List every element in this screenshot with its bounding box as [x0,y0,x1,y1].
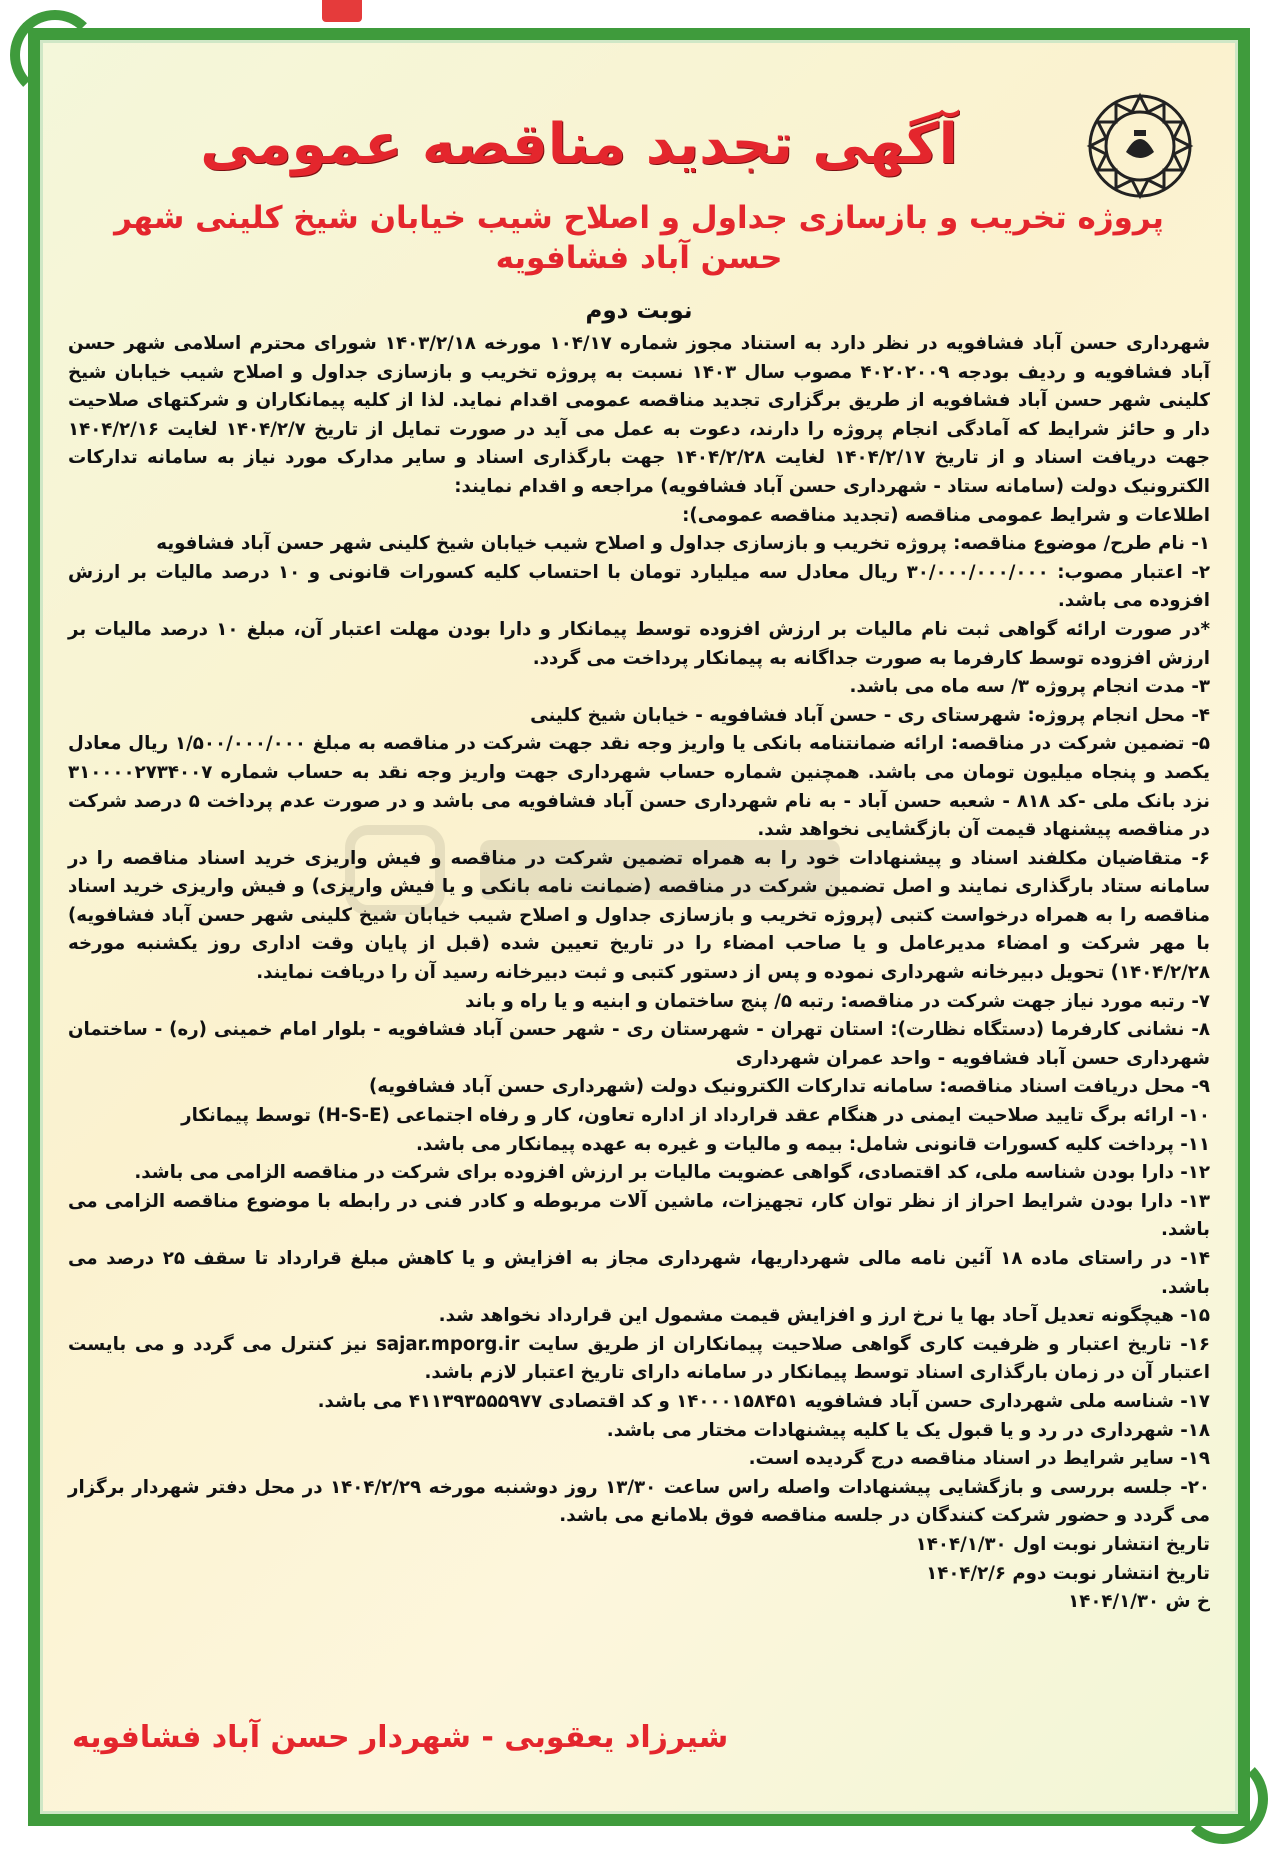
publish-date-first: تاریخ انتشار نوبت اول ۱۴۰۴/۱/۳۰ [915,1533,1210,1555]
condition-item: ۱۷- شناسه ملی شهرداری حسن آباد فشافویه ۱۴۰۰۰۱۵۸۴۵۱ و کد اقتصادی ۴۱۱۳۹۳۵۵۵۹۷۷ می باشد. [317,1390,1210,1412]
condition-item: ۲۰- جلسه بررسی و بازگشایی پیشنهادات واصله راس ساعت ۱۳/۳۰ روز دوشنبه مورخه ۱۴۰۴/۲/۲۹ در محل دفتر شهردار برگزار می گردد و حضور شرکت کنندگان در جلسه مناقصه فوق بلامانع می باشد. [68,1476,1211,1527]
condition-item: ۱۹- سایر شرایط در اسناد مناقصه درج گردیده است. [748,1448,1210,1470]
corner-mark [322,0,362,22]
notice-code: خ ش ۱۴۰۴/۱/۳۰ [1068,1591,1210,1613]
section-heading: اطلاعات و شرایط عمومی مناقصه (تجدید مناقصه عمومی): [682,504,1210,526]
publish-date-second: تاریخ انتشار نوبت دوم ۱۴۰۴/۲/۶ [926,1562,1210,1584]
notice-title: آگهی تجدید مناقصه عمومی [200,112,958,177]
condition-item: ۵- تضمین شرکت در مناقصه: ارائه ضمانتنامه بانکی یا واریز وجه نقد جهت شرکت در مناقصه به مبلغ ۱/۵۰۰/۰۰۰/۰۰۰ ریال معادل یکصد و پنجاه میلیون تومان می باشد. همچنین شماره حساب شهرداری جهت واریز وجه نقد به حساب شماره ۳۱۰۰۰۰۲۷۳۴۰۰۷ نزد بانک ملی -کد ۸۱۸ - شعبه حسن آباد - به نام شهرداری حسن آباد فشافویه می باشد و در صورت عدم پرداخت ۵ درصد شرکت در مناقصه پیشنهاد قیمت آن بازگشایی نخواهد شد. [68,733,1211,841]
conditions-list [68,530,1210,1531]
notice-content [68,58,1210,1796]
condition-item: ۱۶- تاریخ اعتبار و ظرفیت کاری گواهی صلاحیت پیمانکاران از طریق سایت sajar.mporg.ir نیز کنترل می گردد و می بایست اعتبار آن در زمان بارگذاری اسناد توسط پیمانکار در سامانه دارای تاریخ اعتبار لازم باشد. [68,1333,1210,1384]
condition-item: ۱۵- هیچگونه تعدیل آحاد بها یا نرخ ارز و افزایش قیمت مشمول این قرارداد نخواهد شد. [438,1305,1210,1327]
condition-item: ۱۴- در راستای ماده ۱۸ آئین نامه مالی شهرداریها، شهرداری مجاز به افزایش و یا کاهش مبلغ قرارداد تا سقف ۲۵ درصد می باشد. [68,1248,1211,1298]
condition-item: ۱۱- پرداخت کلیه کسورات قانونی شامل: بیمه و مالیات و غیره به عهده پیمانکار می باشد. [416,1133,1210,1155]
condition-item: ۱- نام طرح/ موضوع مناقصه: پروژه تخریب و بازسازی جداول و اصلاح شیب خیابان شیخ کلینی شهر حسن آباد فشافویه [156,533,1210,555]
condition-item: ۸- نشانی کارفرما (دستگاه نظارت): استان تهران - شهرستان ری - شهر حسن آباد فشافویه - بلوار امام خمینی (ره) - ساختمان شهرداری حسن آباد فشافویه - واحد عمران شهرداری [68,1019,1210,1069]
condition-item: ۷- رتبه مورد نیاز جهت شرکت در مناقصه: رتبه ۵/ پنج ساختمان و ابنیه و یا راه و باند [465,990,1210,1012]
condition-item: ۴- محل انجام پروژه: شهرستای ری - حسن آباد فشافویه - خیابان شیخ کلینی [530,704,1210,726]
intro-paragraph: شهرداری حسن آباد فشافویه در نظر دارد به استناد مجوز شماره ۱۰۴/۱۷ مورخه ۱۴۰۳/۲/۱۸ شورای محترم اسلامی شهر حسن آباد فشافویه و ردیف بودجه ۴۰۲۰۲۰۰۹ مصوب سال ۱۴۰۳ نسبت به پروژه تخریب و بازسازی جداول و اصلاح شیب خیابان شیخ کلینی شهر حسن آباد فشافویه از طریق برگزاری تجدید مناقصه عمومی اقدام نماید. لذا از کلیه پیمانکاران و شرکتهای صلاحیت دار و حائز شرایط که آمادگی انجام پروژه را دارند، دعوت به عمل می آید در صورت تمایل از تاریخ ۱۴۰۴/۲/۷ لغایت ۱۴۰۴/۲/۱۶ جهت دریافت اسناد و از تاریخ ۱۴۰۴/۲/۱۷ لغایت ۱۴۰۴/۲/۲۸ جهت بارگذاری اسناد و سایر مدارک مورد نیاز به سامانه تدارکات الکترونیک دولت (سامانه ستاد - شهرداری حسن آباد فشافویه) مراجعه و اقدام نمایند: [68,333,1211,497]
municipality-emblem-icon [1084,90,1196,202]
condition-item: ۶- متقاضیان مکلفند اسناد و پیشنهادات خود را به همراه تضمین شرکت در مناقصه و فیش واریزی خرید اسناد مناقصه را در سامانه ستاد بارگذاری نمایند و اصل تضمین شرکت در مناقصه (ضمانت نامه بانکی و یا فیش واریزی) و فیش واریزی خرید اسناد مناقصه را به همراه درخواست کتبی (پروژه تخریب و بازسازی جداول و اصلاح شیب خیابان شیخ کلینی شهر حسن آباد فشافویه) با مهر شرکت و امضاء مدیرعامل و یا صاحب امضاء را در تاریخ تعیین شده (قبل از پایان وقت اداری روز یکشنبه مورخه ۱۴۰۴/۲/۲۸) تحویل دبیرخانه شهرداری نموده و پس از دستور کتبی و ثبت دبیرخانه رسید آن را دریافت نمایند. [68,847,1210,984]
condition-item: ۳- مدت انجام پروژه ۳/ سه ماه می باشد. [849,676,1210,698]
notice-frame [28,28,1250,1826]
condition-item: ۱۰- ارائه برگ تایید صلاحیت ایمنی در هنگام عقد قرارداد از اداره تعاون، کار و رفاه اجتماعی (H-S-E) توسط پیمانکار [181,1105,1210,1127]
condition-item: ۱۳- دارا بودن شرایط احراز از نظر توان کار، تجهیزات، ماشین آلات مربوطه و کادر فنی در رابطه با موضوع مناقصه الزامی می باشد. [68,1190,1210,1241]
mayor-signature: شیرزاد یعقوبی - شهردار حسن آباد فشافویه [72,1720,729,1755]
condition-item: ۱۲- دارا بودن شناسه ملی، کد اقتصادی، گواهی عضویت مالیات بر ارزش افزوده برای شرکت در مناقصه الزامی می باشد. [134,1162,1210,1184]
condition-item: ۱۸- شهرداری در رد و یا قبول یک یا کلیه پیشنهادات مختار می باشد. [606,1419,1210,1441]
round-label: نوبت دوم [585,298,693,324]
project-subtitle: پروژه تخریب و بازسازی جداول و اصلاح شیب خیابان شیخ کلینی شهر حسن آباد فشافویه [114,200,1164,276]
condition-item: ۲- اعتبار مصوب: ۳۰/۰۰۰/۰۰۰/۰۰۰ ریال معادل سه میلیارد تومان با احتساب کلیه کسورات قانونی و ۱۰ درصد مالیات بر ارزش افزوده می باشد. [68,561,1210,612]
condition-item: *در صورت ارائه گواهی ثبت نام مالیات بر ارزش افزوده توسط پیمانکار و دارا بودن مهلت اعتبار آن، مبلغ ۱۰ درصد مالیات بر ارزش افزوده توسط کارفرما به صورت جداگانه به پیمانکار پرداخت می گردد. [68,618,1210,669]
condition-item: ۹- محل دریافت اسناد مناقصه: سامانه تدارکات الکترونیک دولت (شهرداری حسن آباد فشافویه) [368,1076,1210,1098]
